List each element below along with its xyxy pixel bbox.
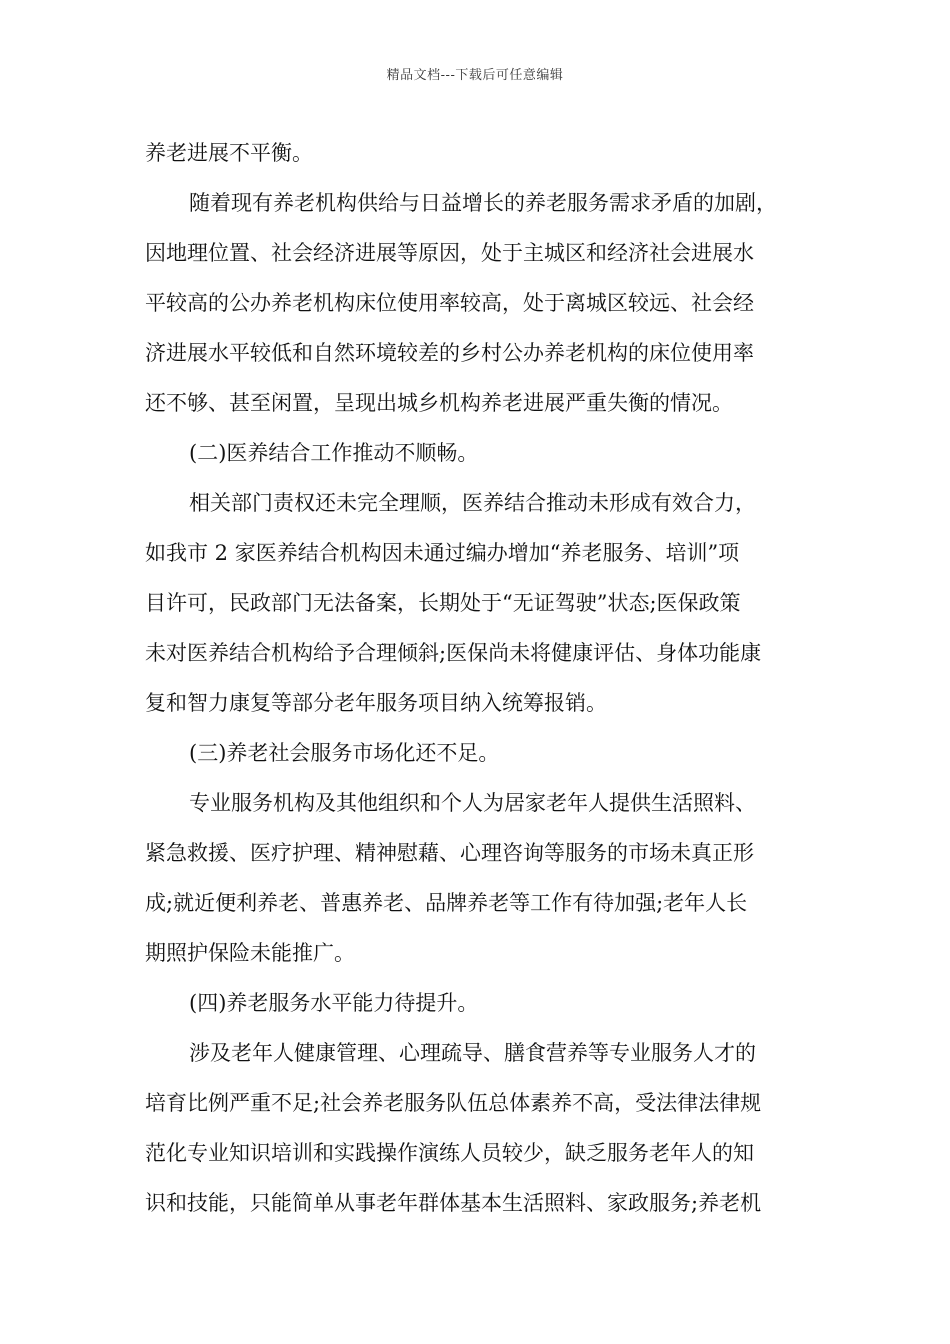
paragraph-line: 紧急救援、医疗护理、精神慰藉、心理咨询等服务的市场未真正形	[145, 841, 754, 865]
section-heading: (四)养老服务水平能力待提升。	[189, 991, 479, 1015]
section-heading: (三)养老社会服务市场化还不足。	[189, 741, 500, 765]
paragraph-line: 随着现有养老机构供给与日益增长的养老服务需求矛盾的加剧，	[189, 191, 777, 215]
paragraph-line: 因地理位置、社会经济进展等原因，处于主城区和经济社会进展水	[145, 241, 754, 265]
paragraph-line: 平较高的公办养老机构床位使用率较高，处于离城区较远、社会经	[145, 291, 754, 315]
paragraph-line: 济进展水平较低和自然环境较差的乡村公办养老机构的床位使用率	[145, 341, 754, 365]
paragraph-line: 专业服务机构及其他组织和个人为居家老年人提供生活照料、	[189, 791, 756, 815]
paragraph-line: 复和智力康复等部分老年服务项目纳入统筹报销。	[145, 691, 607, 715]
paragraph-line: 范化专业知识培训和实践操作演练人员较少，缺乏服务老年人的知	[145, 1141, 754, 1165]
paragraph-line: 未对医养结合机构给予合理倾斜;医保尚未将健康评估、身体功能康	[145, 641, 762, 665]
paragraph-line: 还不够、甚至闲置，呈现出城乡机构养老进展严重失衡的情况。	[145, 391, 733, 415]
paragraph-line: 培育比例严重不足;社会养老服务队伍总体素养不高，受法律法律规	[145, 1091, 762, 1115]
paragraph-line: 涉及老年人健康管理、心理疏导、膳食营养等专业服务人才的	[189, 1041, 756, 1065]
paragraph-line: 如我市 2 家医养结合机构因未通过编办增加“养老服务、培训”项	[145, 541, 740, 565]
paragraph-line: 成;就近便利养老、普惠养老、品牌养老等工作有待加强;老年人长	[145, 891, 748, 915]
section-heading: (二)医养结合工作推动不顺畅。	[189, 441, 479, 465]
paragraph-line: 识和技能，只能简单从事老年群体基本生活照料、家政服务;养老机	[145, 1191, 762, 1215]
page-header: 精品文档---下载后可任意编辑	[386, 68, 564, 83]
paragraph-line: 期照护保险未能推广。	[145, 941, 355, 965]
document-body	[145, 128, 810, 1228]
paragraph-line: 相关部门责权还未完全理顺，医养结合推动未形成有效合力，	[189, 491, 756, 515]
paragraph-line: 目许可，民政部门无法备案，长期处于“无证驾驶”状态;医保政策	[145, 591, 741, 615]
paragraph-line: 养老进展不平衡。	[145, 141, 313, 165]
